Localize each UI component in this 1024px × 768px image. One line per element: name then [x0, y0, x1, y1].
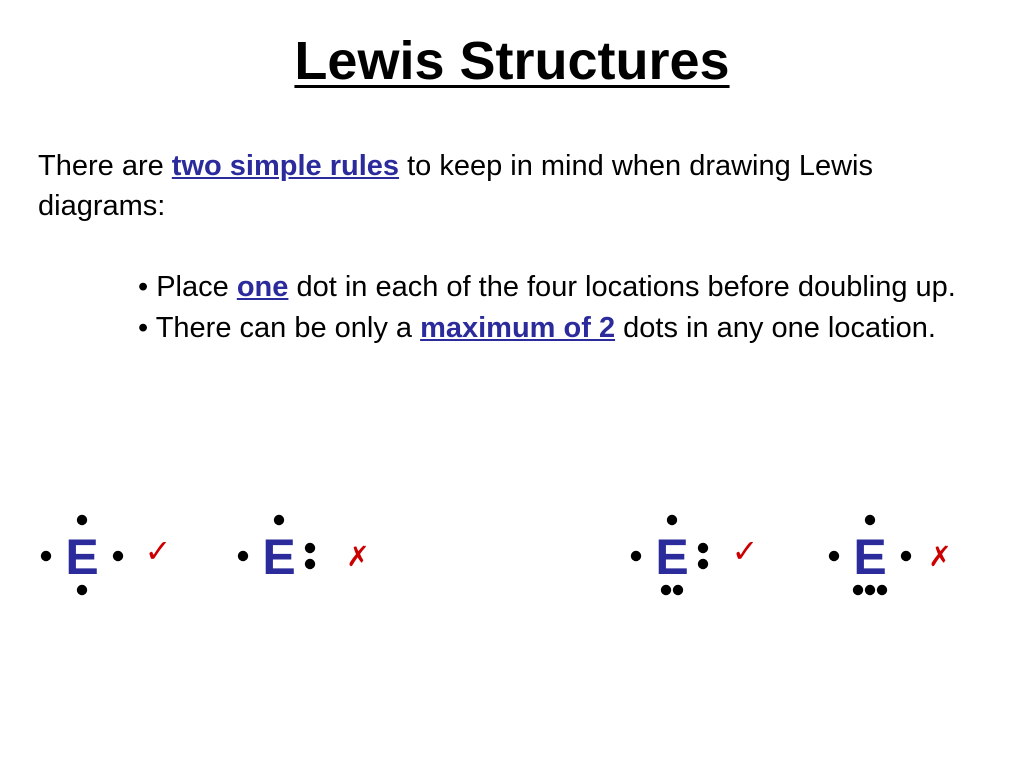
- lewis-diagram-examples: [0, 500, 1024, 610]
- electron-dot: [865, 515, 875, 525]
- electron-dot: [698, 559, 708, 569]
- electron-dot: [631, 551, 641, 561]
- cross-icon: ✗: [928, 540, 952, 573]
- electron-dot: [829, 551, 839, 561]
- electron-dot: [274, 515, 284, 525]
- checkmark-icon: ✓: [144, 532, 172, 570]
- rules-list: [138, 267, 998, 349]
- lewis-example-correct: [41, 515, 172, 595]
- lewis-example-incorrect: [238, 515, 370, 585]
- cross-icon: ✗: [346, 540, 370, 573]
- rule-item: [138, 308, 998, 349]
- electron-dot: [667, 515, 677, 525]
- electron-dot: [77, 585, 87, 595]
- lewis-example-incorrect: [829, 515, 952, 595]
- electron-dot: [41, 551, 51, 561]
- electron-dot: [77, 515, 87, 525]
- electron-dot: [865, 585, 875, 595]
- electron-dot: [305, 559, 315, 569]
- electron-dot: [877, 585, 887, 595]
- electron-dot: [661, 585, 671, 595]
- rule-text-after: dots in any one location.: [615, 312, 936, 344]
- electron-dot: [901, 551, 911, 561]
- rule-emphasis: maximum of 2: [420, 312, 616, 344]
- electron-dot: [698, 543, 708, 553]
- element-symbol: E: [655, 529, 689, 585]
- electron-dot: [305, 543, 315, 553]
- lewis-example-correct: [631, 515, 759, 595]
- element-symbol: E: [65, 529, 99, 585]
- bullet-icon: •: [138, 271, 157, 303]
- rule-text-before: Place: [156, 271, 237, 303]
- rule-text-before: There can be only a: [155, 312, 421, 344]
- checkmark-icon: ✓: [731, 532, 759, 570]
- element-symbol: E: [262, 529, 296, 585]
- rule-emphasis: one: [236, 271, 289, 303]
- electron-dot: [113, 551, 123, 561]
- bullet-icon: •: [138, 312, 156, 344]
- intro-emphasis: two simple rules: [171, 150, 400, 182]
- element-symbol: E: [853, 529, 887, 585]
- slide-title: Lewis Structures: [294, 31, 730, 91]
- rule-text-after: dot in each of the four locations before doubling up.: [288, 271, 956, 303]
- electron-dot: [673, 585, 683, 595]
- intro-text-before: There are: [38, 150, 172, 182]
- electron-dot: [238, 551, 248, 561]
- intro-text-after: to keep in mind when drawing Lewis diagrams:: [38, 150, 873, 222]
- intro-paragraph: [38, 146, 998, 226]
- rule-item: [138, 267, 998, 308]
- electron-dot: [853, 585, 863, 595]
